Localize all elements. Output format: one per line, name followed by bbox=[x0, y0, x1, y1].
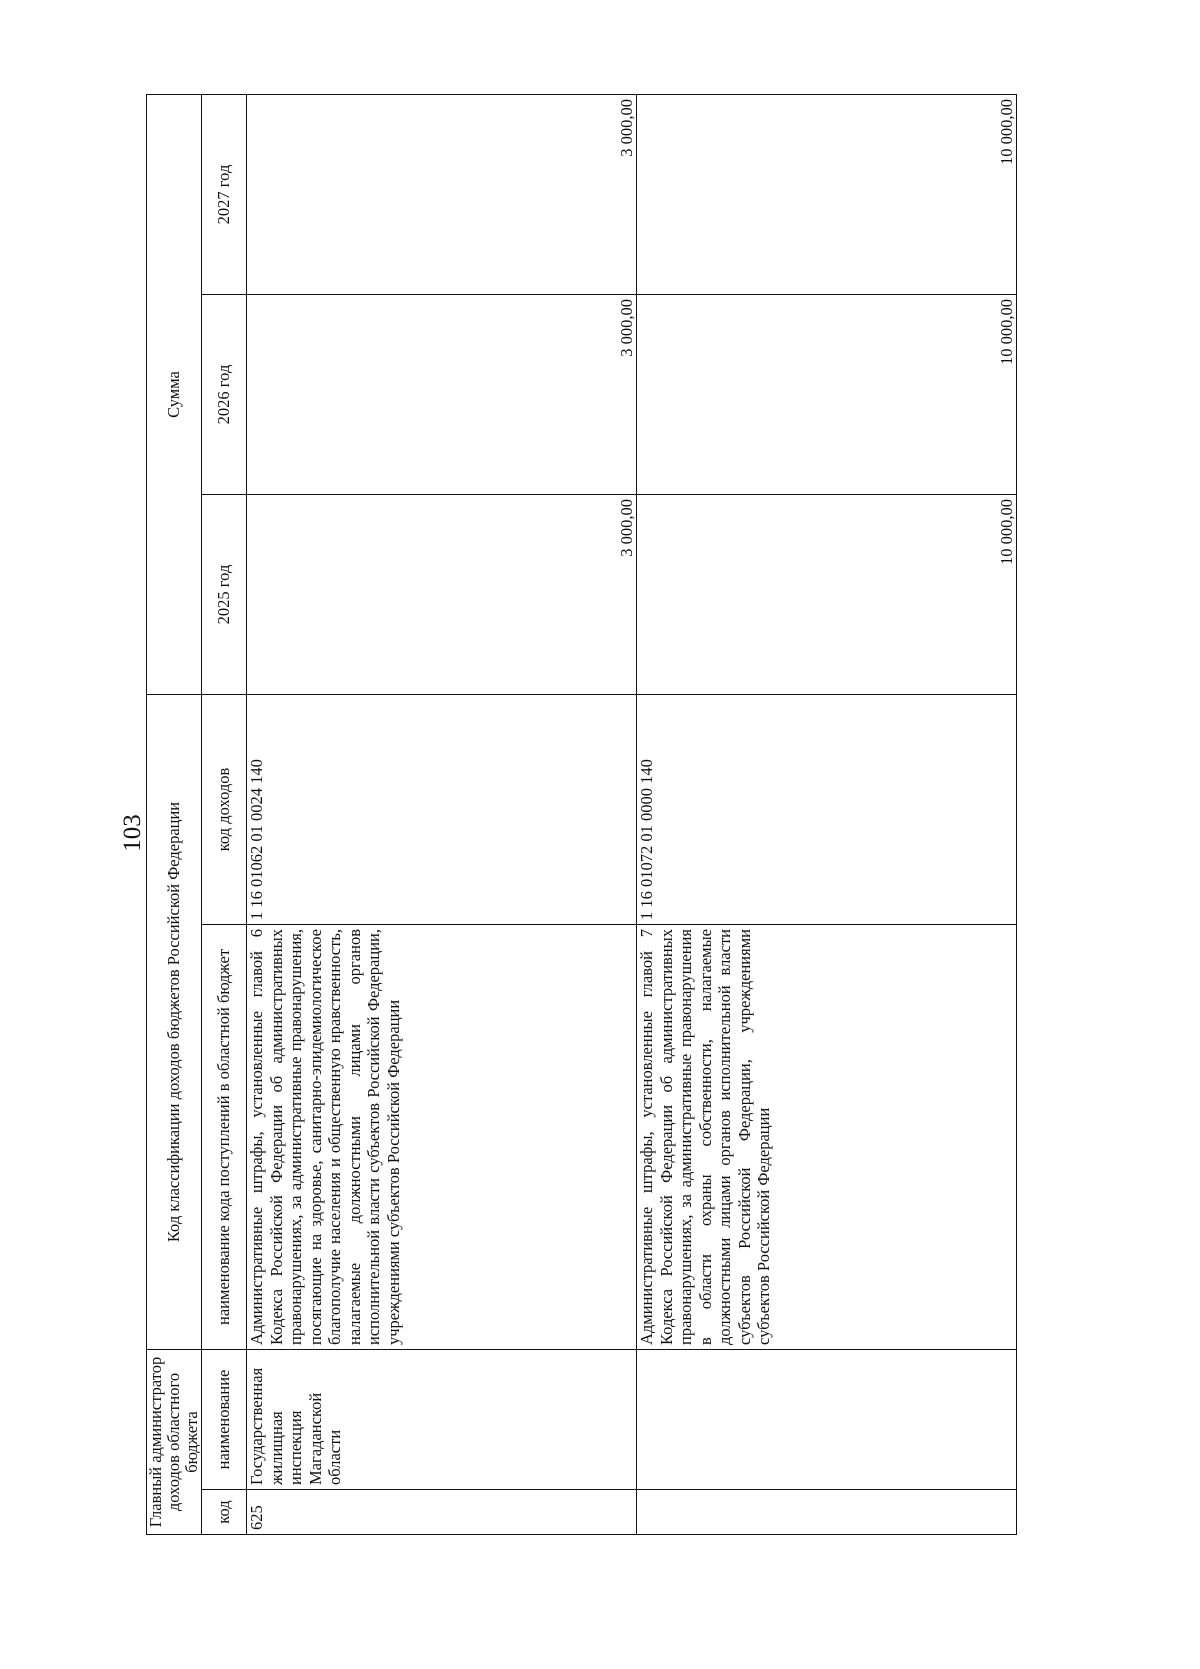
admin-code-cell: 625 bbox=[247, 1490, 637, 1535]
col-header-2026: 2026 год bbox=[202, 294, 247, 494]
amount-2025-cell: 3 000,00 bbox=[247, 494, 637, 694]
admin-name-cell: Государственная жилищная инспекция Магаданской области bbox=[247, 1350, 637, 1490]
header-row-columns bbox=[202, 94, 247, 1534]
amount-2027-cell: 10 000,00 bbox=[637, 94, 1017, 294]
revenue-code-cell: 1 16 01072 01 0000 140 bbox=[637, 694, 1017, 924]
amount-2025-cell: 10 000,00 bbox=[637, 494, 1017, 694]
classification-group-header: Код классификации доходов бюджетов Российской Федерации bbox=[147, 694, 202, 1349]
col-header-revenue-name: наименование кода поступлений в областной бюджет bbox=[202, 925, 247, 1350]
col-header-2027: 2027 год bbox=[202, 94, 247, 294]
col-header-2025: 2025 год bbox=[202, 494, 247, 694]
table-row bbox=[247, 94, 637, 1534]
revenue-code-cell: 1 16 01062 01 0024 140 bbox=[247, 694, 637, 924]
col-header-name: наименование bbox=[202, 1350, 247, 1490]
revenue-description-text: Административные штрафы, установленные главой 6 Кодекса Российской Федерации об административных правонарушениях, за административные правонарушения, посягающие на здоровье, санитарно-эпидемиологическое благополучие населения и общественную нравственность, налагаемые должностными лицами органов исполнительной власти субъектов Российской Федерации, учреждениями субъектов Российской Федерации bbox=[247, 929, 403, 1345]
admin-group-header: Главный администратор доходов областного бюджета bbox=[147, 1350, 202, 1535]
page-number: 103 bbox=[119, 814, 146, 852]
amount-2027-cell: 3 000,00 bbox=[247, 94, 637, 294]
col-header-revenue-code: код доходов bbox=[202, 694, 247, 924]
revenue-description-text: Административные штрафы, установленные главой 7 Кодекса Российской Федерации об административных правонарушениях, за административные правонарушения в области охраны собственности, налагаемые должностными лицами органов исполнительной власти субъектов Российской Федерации, учреждениями субъектов Российской Федерации bbox=[637, 929, 773, 1345]
sum-group-header: Сумма bbox=[147, 94, 202, 694]
revenue-description-cell bbox=[247, 925, 637, 1350]
admin-name-cell bbox=[637, 1350, 1017, 1490]
header-row-groups bbox=[147, 94, 202, 1534]
revenue-description-cell bbox=[637, 925, 1017, 1350]
revenue-table bbox=[146, 94, 1017, 1535]
table-row bbox=[637, 94, 1017, 1534]
rotated-table-container bbox=[146, 95, 1016, 1535]
admin-code-cell bbox=[637, 1490, 1017, 1535]
col-header-code: код bbox=[202, 1490, 247, 1535]
amount-2026-cell: 10 000,00 bbox=[637, 294, 1017, 494]
amount-2026-cell: 3 000,00 bbox=[247, 294, 637, 494]
